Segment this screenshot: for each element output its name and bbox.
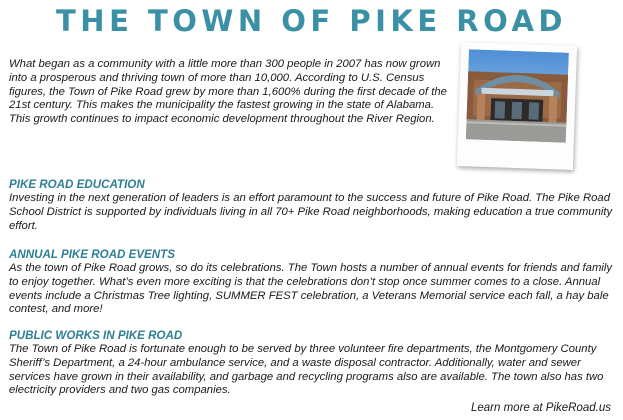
section-events [9, 248, 614, 317]
page-title: THE TOWN OF PIKE ROAD [56, 4, 567, 38]
section-body: As the town of Pike Road grows, so do its celebrations. The Town hosts a number of annual events for friends and family to enjoy together. What’s even more exciting is that the celebrations don’t stop once summer comes to a close. Annual events include a Christmas Tree lighting, SUMMER FEST celebration, a Veterans Memorial service each fall, a hay bale contest, and more! [9, 262, 613, 316]
section-body: Investing in the next generation of leaders is an effort paramount to the success and future of Pike Road. The Pike Road School District is supported by individuals living in all 70+ Pike Road neighborhoods, making education a true community effort. [9, 192, 613, 232]
building-photo-image [466, 49, 569, 142]
section-heading: ANNUAL PIKE ROAD EVENTS [9, 248, 175, 261]
footer-link-text[interactable]: Learn more at PikeRoad.us [471, 402, 611, 414]
section-public-works [9, 329, 614, 398]
intro-paragraph: What began as a community with a little more than 300 people in 2007 has now grown into a prosperous and thriving town of more than 10,000. According to U.S. Census figures, the Town of Pike Road grew by more than 1,600% during the first decade of the 21st century. This makes the municipality the fastest growing in the state of Alabama. This growth continues to impact economic development throughout the River Region. [9, 58, 447, 126]
section-body: The Town of Pike Road is fortunate enough to be served by three volunteer fire departments, the Montgomery County Sheriff’s Department, a 24-hour ambulance service, and a waste disposal contractor. Additionally, water and sewer services have grown in their availability, and garbage and recycling programs also are available. The town also has two electricity providers and two gas companies. [9, 343, 604, 397]
section-education [9, 178, 614, 233]
section-heading: PIKE ROAD EDUCATION [9, 178, 145, 191]
building-photo [457, 42, 577, 170]
section-heading: PUBLIC WORKS IN PIKE ROAD [9, 329, 183, 342]
